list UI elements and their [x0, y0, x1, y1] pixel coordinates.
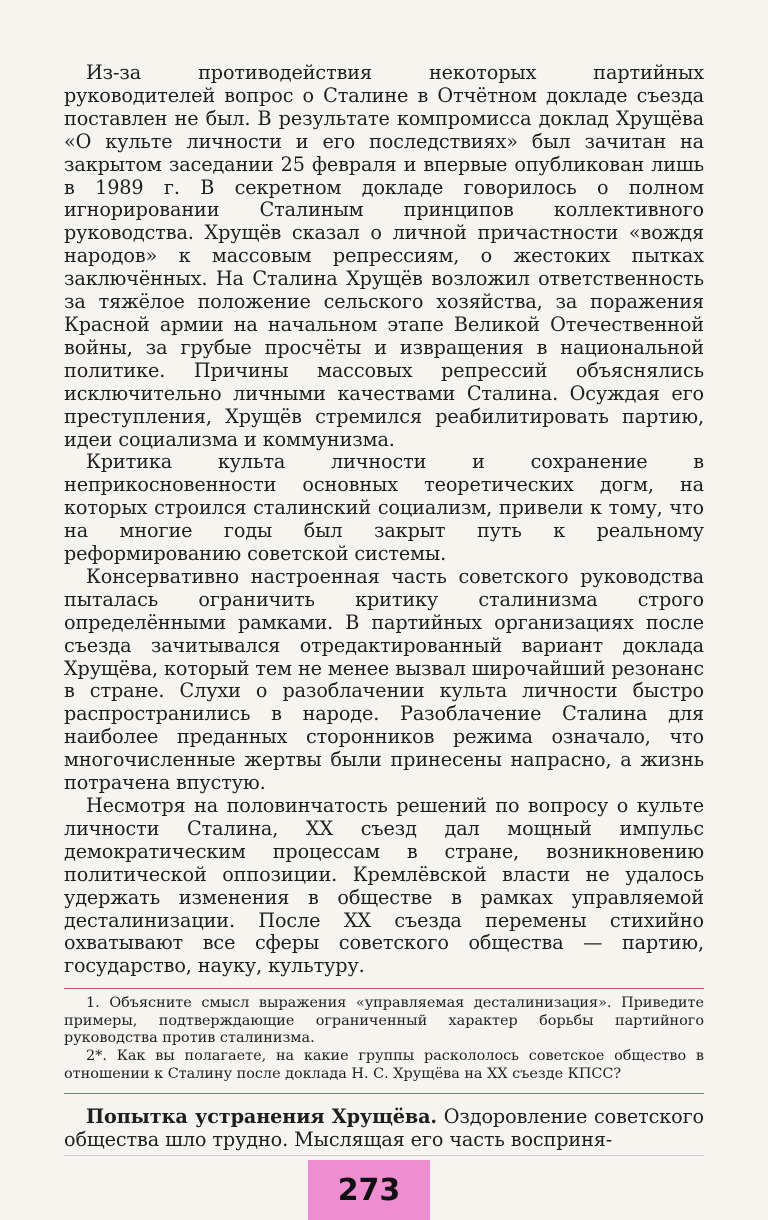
- page-number: 273: [337, 1172, 401, 1208]
- questions-bottom-divider: [64, 1093, 704, 1094]
- paragraph-1: Из-за противодействия некоторых партийных руководителей вопрос о Сталине в Отчётном докладе съезда поставлен не был. В результате компромисса доклад Хрущёва «О культе личности и его последствиях» был зачитан на закрытом заседании 25 февраля и впервые опубликован лишь в 1989 г. В секретном докладе говорилось о полном игнорировании Сталиным принципов коллективного руководства. Хрущёв сказал о личной причастности «вождя народов» к массовым репрессиям, о жестоких пытках заключённых. На Сталина Хрущёв возложил ответственность за тяжёлое положение сельского хозяйства, за поражения Красной армии на начальном этапе Великой Отечественной войны, за грубые просчёты и извращения в национальной политике. Причины массовых репрессий объяснялись исключительно личными качествами Сталина. Осуждая его преступления, Хрущёв стремился реабилитировать партию, идеи социализма и коммунизма.: [64, 61, 704, 451]
- page-content: [64, 62, 704, 1152]
- paragraph-3: Консервативно настроенная часть советского руководства пыталась ограничить критику сталинизма строго определёнными рамками. В партийных организациях после съезда зачитывался отредактированный вариант доклада Хрущёва, который тем не менее вызвал широчайший резонанс в стране. Слухи о разоблачении культа личности быстро распространились в народе. Разоблачение Сталина для наиболее преданных сторонников режима означало, что многочисленные жертвы были принесены напрасно, а жизнь потрачена впустую.: [64, 564, 704, 795]
- paragraph-2: Критика культа личности и сохранение в неприкосновенности основных теоретических догм, на которых строился сталинский социализм, привели к тому, что на многие годы был закрыт путь к реальному реформированию советской системы.: [64, 450, 704, 566]
- footer-divider: [64, 1155, 704, 1156]
- question-2: 2*. Как вы полагаете, на какие группы раскололось советское общество в отношении к Сталину после доклада Н. С. Хрущёва на XX съезде КПСС?: [64, 1048, 704, 1082]
- question-1: 1. Объясните смысл выражения «управляемая десталинизация». Приведите примеры, подтверждающие ограниченный характер борьбы партийного руководства против сталинизма.: [64, 995, 704, 1047]
- section-title: Попытка устранения Хрущёва.: [86, 1105, 437, 1129]
- page-number-tab: [308, 1160, 430, 1220]
- paragraph-4: Несмотря на половинчатость решений по вопросу о культе личности Сталина, XX съезд дал мощный импульс демократическим процессам в стране, возникновению политической оппозиции. Кремлёвской власти не удалось удержать изменения в обществе в рамках управляемой десталинизации. После XX съезда перемены стихийно охватывают все сферы советского общества — партию, государство, науку, культуру.: [64, 794, 704, 978]
- questions-top-divider: [64, 988, 704, 989]
- section-paragraph: [64, 1106, 704, 1152]
- section-text: Оздоровление советского общества шло трудно. Мыслящая его часть восприня-: [64, 1105, 704, 1152]
- questions-block: [64, 995, 704, 1083]
